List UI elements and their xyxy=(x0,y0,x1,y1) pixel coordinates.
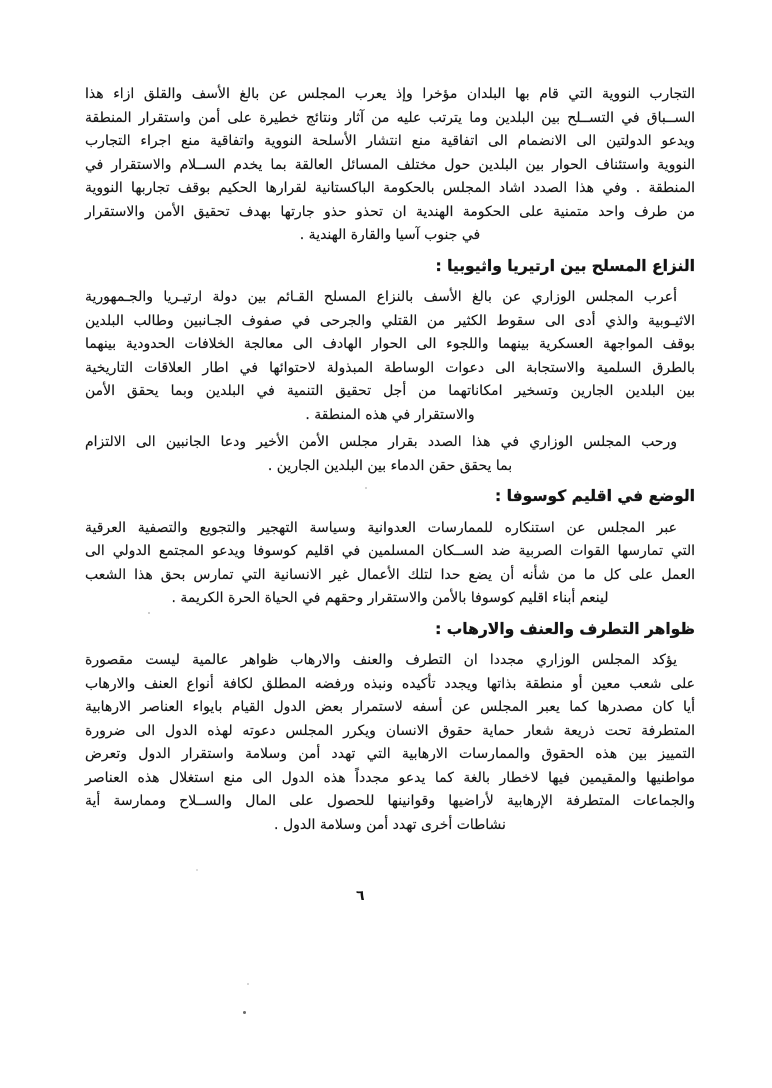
text-line: مواطنيها والمقيمين فيها لاخطار بالغة كما يدعو مجدداً هذه الدول الى منع استغلال هذه العناصر xyxy=(85,769,695,786)
paragraph-kosovo xyxy=(85,517,695,611)
text-line: بالطرق السلمية والاستجابة الى دعوات الوساطة المبذولة لاحتوائها في اطار العلاقات التاريخية xyxy=(85,359,695,376)
text-line: في جنوب آسيا والقارة الهندية . xyxy=(299,227,481,243)
text-line: والجماعات المتطرفة الإرهابية لأراضيها وقوانينها للحصول على المال والســلاح وممارسة أية xyxy=(85,793,695,809)
text-line: الاثيـوبية والذي أدى الى سقوط الكثير من القتلي والجرحى في صفوف الجـانبين وطالب البلدين xyxy=(85,312,695,329)
scan-speck xyxy=(243,1011,246,1014)
text-line: ويدعو الدولتين الى الانضمام الى اتفاقية منع انتشار الأسلحة النووية واتفاقية منع اجراء التجارب xyxy=(85,133,695,149)
text-line: عبر المجلس عن استنكاره للممارسات العدوانية وسياسة التهجير والتجويع والتصفية العرقية xyxy=(85,519,677,536)
text-line: يؤكد المجلس الوزاري مجددا ان التطرف والعنف والارهاب ظواهر عالمية ليست مقصورة xyxy=(85,652,677,668)
scan-speck xyxy=(247,983,249,985)
scan-speck xyxy=(196,869,198,871)
text-line: المتطرفة تحت ذريعة شعار حماية حقوق الانسان ويكرر المجلس دعوته لهذه الدول الى ضرورة xyxy=(85,722,695,739)
scan-speck xyxy=(148,612,150,614)
text-line: التجارب النووية التي قام بها البلدان مؤخرا وإذ يعرب المجلس عن بالغ الأسف والقلق ازاء هذا xyxy=(85,86,695,102)
text-line: من طرف واحد متمنية على الحكومة الهندية ان تحذو حذو جارتها بهدف تحقيق الأمن والاستقرار xyxy=(85,203,695,220)
text-line: بما يحقق حقن الدماء بين البلدين الجارين . xyxy=(267,457,513,474)
text-line: لينعم أبناء اقليم كوسوفا بالأمن والاستقرار وحقهم في الحياة الحرة الكريمة . xyxy=(171,590,609,606)
text-line: التي تمارسها القوات الصربية ضد الســكان المسلمين في اقليم كوسوفا ويدعو المجتمع الدولي الى xyxy=(85,543,695,559)
heading-eritrea-ethiopia-conflict: النزاع المسلح بين ارتيريا واثيوبيا : xyxy=(435,256,695,275)
scan-speck xyxy=(365,487,367,489)
paragraph-security-council-resolution xyxy=(85,431,695,478)
heading-kosovo-situation: الوضع في اقليم كوسوفا : xyxy=(495,487,695,505)
text-line: والاستقرار في هذه المنطقة . xyxy=(305,406,475,423)
paragraph-eritrea-ethiopia xyxy=(85,286,695,427)
text-line: العمل على كل ما من شأنه أن يضع حدا لتلك الأعمال غير الانسانية التي تمارس بحق هذا الشعب xyxy=(85,566,695,583)
text-line: ورحب المجلس الوزاري في هذا الصدد بقرار مجلس الأمن الأخير ودعا الجانبين الى الالتزام xyxy=(85,434,677,450)
paragraph-nuclear-tests xyxy=(85,83,695,248)
text-line: الســباق في التســلح بين البلدين وما يترتب عليه من آثار ونتائج خطيرة على أمن واستقرار المنطقة xyxy=(85,109,695,126)
text-line: التمييز بين هذه الحقوق والممارسات الارهابية التي تهدد أمن وسلامة واستقرار الدول وتعرض xyxy=(85,746,695,762)
text-line: أيا كان مصدرها كما يعبر المجلس عن أسفه لاستمرار بعض الدول القيام بايواء العناصر الارهابية xyxy=(85,699,695,715)
text-line: بوقف المواجهة العسكرية بينهما واللجوء الى الحوار الهادف الى معالجة الخلافات الحدودية بينهما xyxy=(85,336,695,352)
page-number: ٦ xyxy=(356,888,365,904)
heading-extremism-violence-terrorism: ظواهر التطرف والعنف والارهاب : xyxy=(435,619,695,638)
text-line: النووية واستئناف الحوار بين البلدين حول مختلف المسائل العالقة بما يخدم الســلام والاستقرار في xyxy=(85,156,695,173)
text-line: بين البلدين الجارين وتسخير امكاناتهما من أجل تحقيق التنمية في البلدين وبما يحقق الأمن xyxy=(85,383,695,399)
paragraph-terrorism xyxy=(85,649,695,837)
text-line: على شعب معين أو منطقة بذاتها ويجدد تأكيده ونبذه ورفضه المطلق لكافة أنواع العنف والارهاب xyxy=(85,675,695,692)
document-body xyxy=(85,83,695,841)
text-line: أعرب المجلس الوزاري عن بالغ الأسف بالنزاع المسلح القـائم بين دولة ارتيـريا والجـمهورية xyxy=(85,289,677,305)
text-line: نشاطات أخرى تهدد أمن وسلامة الدول . xyxy=(274,816,506,833)
text-line: المنطقة . وفي هذا الصدد اشاد المجلس بالحكومة الباكستانية لقرارها الحكيم بوقف تجاربها النووية xyxy=(85,180,695,196)
